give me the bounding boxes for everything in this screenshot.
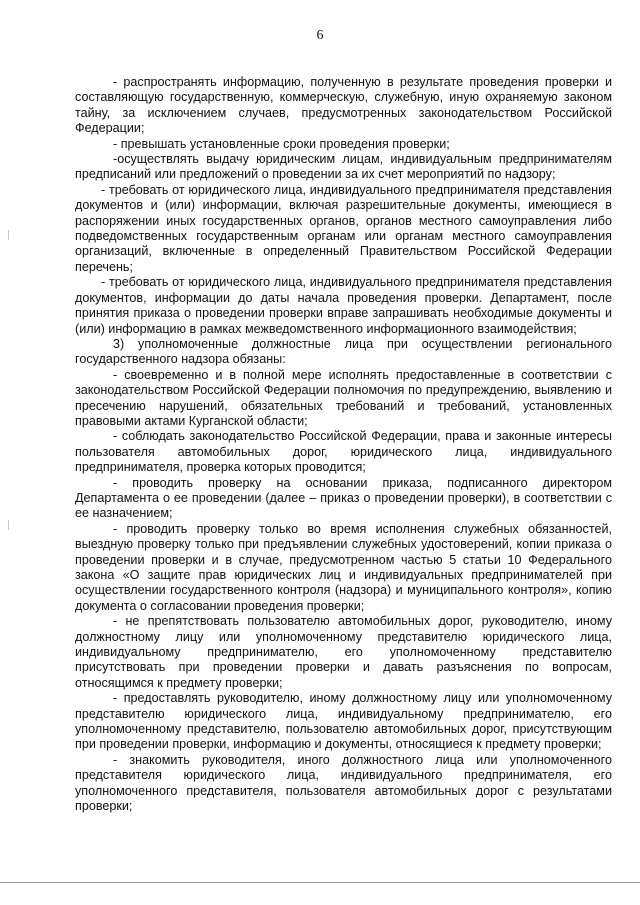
paragraph: - требовать от юридического лица, индивидуального предпринимателя представления документов, информации до даты начала проведения проверки. Департамент, после принятия приказа о проведении проверки вправе запрашивать необходимые документы и (или) информацию в рамках межведомственного информационного взаимодействия; xyxy=(75,275,612,336)
scan-edge-mark xyxy=(8,230,9,240)
paragraph: - знакомить руководителя, иного должностного лица или уполномоченного представителя юридического лица, индивидуального предпринимателя, его уполномоченного представителя, пользователя автомобильных дорог с результатами проверки; xyxy=(75,752,612,814)
paragraph: - распространять информацию, полученную в результате проведения проверки и составляющую государственную, коммерческую, служебную, иную охраняемую законом тайну, за исключением случаев, предусмотренных законодательством Российской Федерации; xyxy=(75,75,612,136)
scan-edge-mark xyxy=(8,520,9,530)
document-body xyxy=(75,75,612,815)
paragraph: - превышать установленные сроки проведения проверки; xyxy=(113,136,450,151)
paragraph: -осуществлять выдачу юридическим лицам, индивидуальным предпринимателям предписаний или предложений о проведении за их счет мероприятий по надзору; xyxy=(75,152,612,182)
scan-bottom-line xyxy=(0,882,640,883)
paragraph: - проводить проверку на основании приказа, подписанного директором Департамента о ее проведении (далее – приказ о проведении проверки), в соответствии с ее назначением; xyxy=(75,475,612,521)
paragraph: - предоставлять руководителю, иному должностному лицу или уполномоченному представителю юридического лица, индивидуальному предпринимателю, его уполномоченному представителю, пользователю автомобильных дорог, присутствующим при проведении проверки, информацию и документы, относящиеся к предмету проверки; xyxy=(75,691,612,752)
paragraph: - проводить проверку только во время исполнения служебных обязанностей, выездную проверку только при предъявлении служебных удостоверений, копии приказа о проведении проверки и в случае, предусмотренном частью 5 статьи 10 Федерального закона «О защите прав юридических лиц и индивидуальных предпринимателей при осуществлении государственного контроля (надзора) и муниципального контроля», копию документа о согласовании проведения проверки; xyxy=(75,521,612,613)
paragraph: - требовать от юридического лица, индивидуального предпринимателя представления документов и (или) информации, включая разрешительные документы, имеющиеся в распоряжении иных государственных органов, органов местного самоуправления либо подведомственных государственным органам или органам местного самоуправления организаций, включенные в определенный Правительством Российской Федерации перечень; xyxy=(75,182,612,274)
page-number: 6 xyxy=(316,28,324,43)
paragraph: - своевременно и в полной мере исполнять предоставленные в соответствии с законодательством Российской Федерации полномочия по предупреждению, выявлению и пресечению нарушений, обязательных требований и требований, установленных правовыми актами Курганской области; xyxy=(75,367,612,428)
paragraph: 3) уполномоченные должностные лица при осуществлении регионального государственного надзора обязаны: xyxy=(75,336,612,367)
paragraph: - соблюдать законодательство Российской Федерации, права и законные интересы пользователя автомобильных дорог, юридического лица, индивидуального предпринимателя, проверка которых проводится; xyxy=(75,429,612,475)
paragraph: - не препятствовать пользователю автомобильных дорог, руководителю, иному должностному лицу или уполномоченному представителю юридического лица, индивидуальному предпринимателю, его уполномоченному представителю присутствовать при проведении проверки и давать разъяснения по вопросам, относящимся к предмету проверки; xyxy=(75,614,612,690)
